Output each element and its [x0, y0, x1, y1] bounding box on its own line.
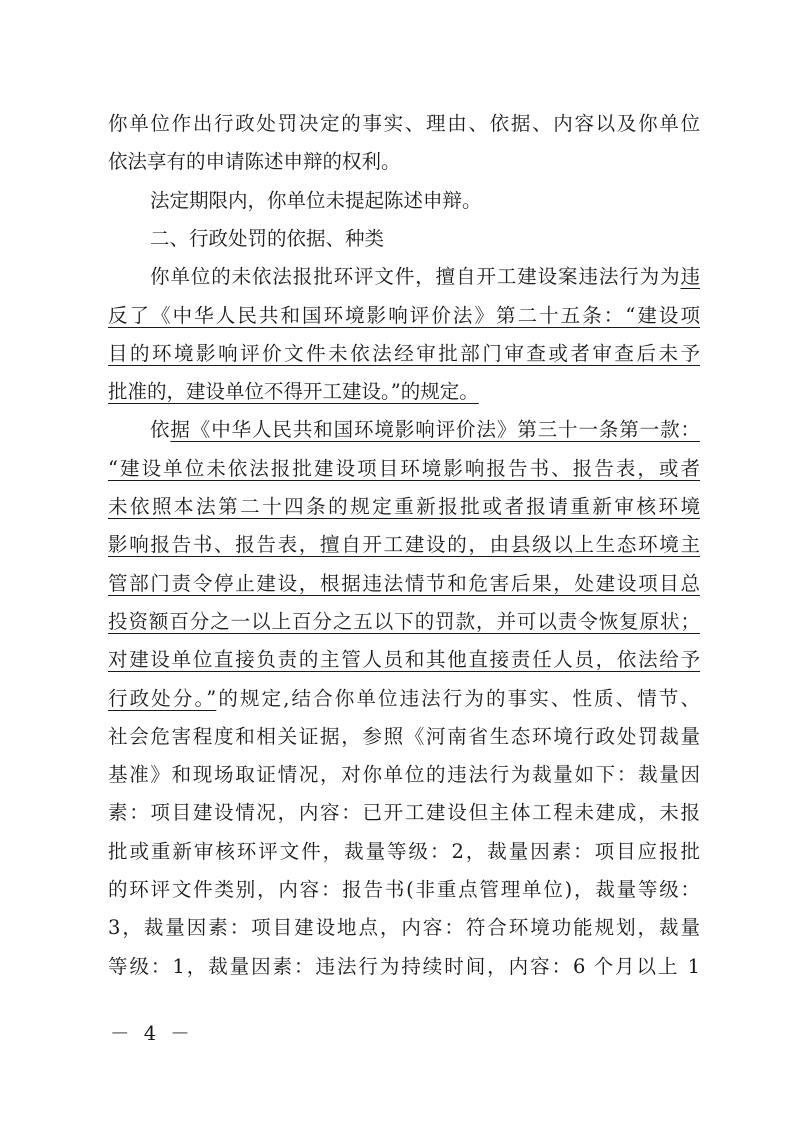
text-line: [108, 334, 700, 374]
underlined-text: 对建设单位直接负责的主管人员和其他直接责任人员，依法给予: [108, 648, 700, 672]
underlined-text: 影响报告书、报告表，擅自开工建设的，由县级以上生态环境主: [108, 533, 700, 557]
text-line: [108, 870, 700, 910]
text-segment: 的环评文件类别，内容：报告书(非重点管理单位)，裁量等级：: [108, 878, 700, 901]
text-segment: 基准》和现场取证情况，对你单位的违法行为裁量如下：裁量因: [108, 763, 700, 787]
text-line: [108, 487, 700, 527]
text-line: [108, 679, 700, 719]
text-line: [108, 947, 700, 987]
text-segment: 依法享有的申请陈述申辩的权利。: [108, 150, 401, 174]
text-segment: 你单位作出行政处罚决定的事实、理由、依据、内容以及你单位: [108, 112, 700, 135]
text-line: [108, 372, 700, 412]
text-segment: 依: [150, 418, 171, 442]
text-line: [108, 296, 700, 336]
page-number: － 4 －: [110, 1022, 194, 1045]
text-segment: 你单位的未依法报批环评文件，擅自开工建设案违法行为为: [150, 265, 681, 289]
text-segment: 二、行政处罚的依据、种类: [150, 226, 385, 250]
text-line: [108, 525, 700, 565]
text-line: [108, 793, 700, 833]
underlined-text: 目的环境影响评价文件未依法经审批部门审查或者审查后未予: [108, 341, 700, 365]
text-segment: 法定期限内，你单位未提起陈述申辩。: [150, 188, 482, 212]
underlined-text: 违: [680, 265, 700, 289]
text-segment: 3，裁量因素：项目建设地点，内容：符合环境功能规划，裁量: [108, 916, 700, 940]
underlined-text: 行政处分。”: [108, 686, 217, 710]
underlined-text: 未依照本法第二十四条的规定重新报批或者报请重新审核环境: [108, 495, 700, 518]
text-line: [108, 832, 700, 872]
underlined-text: 投资额百分之一以上百分之五以下的罚款，并可以责令恢复原状；: [108, 609, 700, 633]
text-line: [108, 564, 700, 604]
text-line: [150, 257, 700, 297]
text-line: [150, 181, 700, 221]
text-line: [108, 602, 700, 642]
text-line: [108, 142, 700, 182]
text-line: [108, 755, 700, 795]
text-segment: 社会危害程度和相关证据，参照《河南省生态环境行政处罚裁量: [108, 724, 700, 748]
text-line: [108, 908, 700, 948]
underlined-text: 管部门责令停止建设，根据违法情节和危害后果，处建设项目总: [108, 571, 700, 595]
text-line: [108, 449, 700, 489]
text-segment: 批或重新审核环评文件，裁量等级：2，裁量因素：项目应报批: [108, 839, 700, 863]
text-line: [108, 717, 700, 757]
text-line: [150, 410, 700, 450]
text-segment: 的规定,结合你单位违法行为的事实、性质、情节、: [216, 686, 700, 710]
underlined-text: 据《中华人民共和国环境影响评价法》第三十一条第一款：: [170, 418, 700, 442]
underlined-text: 反了《中华人民共和国环境影响评价法》第二十五条：“建设项: [108, 303, 700, 327]
section-heading: [150, 219, 700, 259]
underlined-text: “建设单位未依法报批建设项目环境影响报告书、报告表，或者: [108, 456, 700, 480]
text-line: [108, 640, 700, 680]
text-segment: 等级：1，裁量因素：违法行为持续时间，内容：6 个月以上 1: [108, 954, 700, 978]
text-segment: 素：项目建设情况，内容：已开工建设但主体工程未建成，未报: [108, 801, 700, 825]
underlined-text: 批准的，建设单位不得开工建设。”的规定。: [108, 380, 479, 404]
text-line: [108, 104, 700, 144]
